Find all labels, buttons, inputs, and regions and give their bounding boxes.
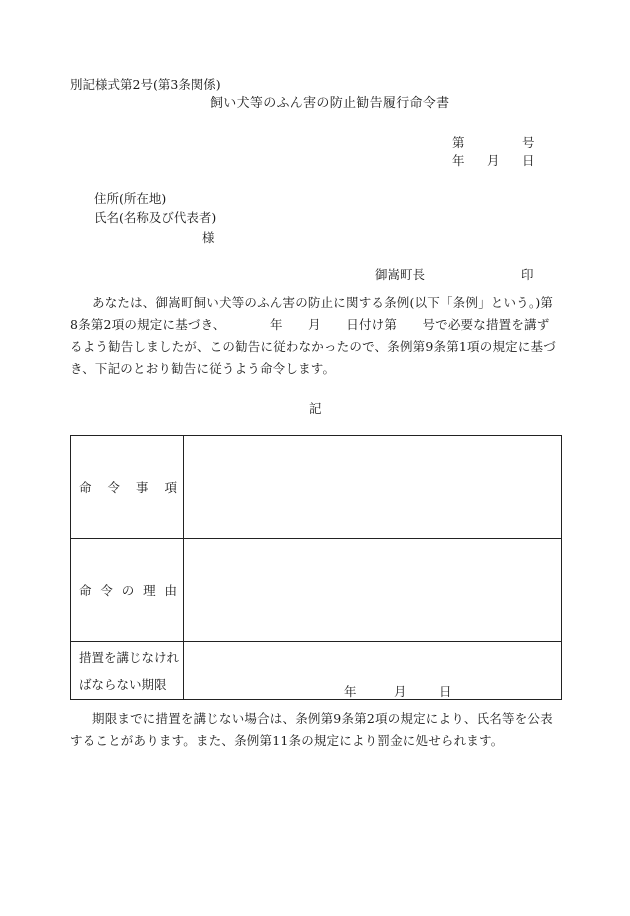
label-char: の xyxy=(121,583,135,598)
label-char: 命 xyxy=(79,480,92,495)
name-label: 氏名(名称及び代表者) xyxy=(94,210,217,225)
address-label: 住所(所在地) xyxy=(94,191,167,206)
footer-paragraph: 期限までに措置を講じない場合は、条例第9条第2項の規定により、氏名等を公表することがあります。また、条例第11条の規定により罰金に処せられます。 xyxy=(70,711,553,748)
seal-mark: 印 xyxy=(521,267,534,282)
table-row xyxy=(71,436,562,539)
deadline-month: 月 xyxy=(394,684,407,699)
ki-heading: 記 xyxy=(309,401,322,416)
label-char: 命 xyxy=(79,583,92,598)
number-prefix: 第 xyxy=(452,135,465,150)
table-row xyxy=(71,539,562,642)
deadline-label-line2: ばならない期限 xyxy=(79,676,167,692)
table-row xyxy=(71,642,562,700)
label-char: 事 xyxy=(135,480,149,495)
deadline-field[interactable] xyxy=(184,642,562,700)
label-char: 理 xyxy=(143,583,156,598)
main-paragraph: あなたは、御嵩町飼い犬等のふん害の防止に関する条例(以下「条例」という。)第8条第2項の規定に基づき、 年 月 日付け第 号で必要な措置を講ずるよう勧告しましたが、この勧告に従わなかったので、条例第9条第1項の規定に基づき、下記のとおり勧告に従うよう命令します。 xyxy=(70,295,556,376)
order-items-label xyxy=(71,436,184,539)
issuer-name: 御嵩町長 xyxy=(375,267,426,282)
deadline-label xyxy=(71,642,184,700)
date-year: 年 xyxy=(452,153,465,168)
order-reason-field[interactable] xyxy=(184,539,562,642)
label-char: 令 xyxy=(100,583,113,598)
date-month: 月 xyxy=(487,153,500,168)
deadline-label-line1: 措置を講じなけれ xyxy=(79,649,180,665)
number-suffix: 号 xyxy=(522,135,535,150)
document-title: 飼い犬等のふん害の防止勧告履行命令書 xyxy=(210,96,450,111)
honorific: 様 xyxy=(202,230,215,245)
label-char: 由 xyxy=(164,583,177,598)
form-label: 別記様式第2号(第3条関係) xyxy=(70,77,221,92)
order-reason-label xyxy=(71,539,184,642)
label-char: 項 xyxy=(164,480,177,495)
deadline-year: 年 xyxy=(344,684,357,699)
order-items-field[interactable] xyxy=(184,436,562,539)
label-char: 令 xyxy=(107,480,120,495)
deadline-day: 日 xyxy=(439,684,452,699)
order-table xyxy=(70,435,562,700)
date-day: 日 xyxy=(522,153,535,168)
